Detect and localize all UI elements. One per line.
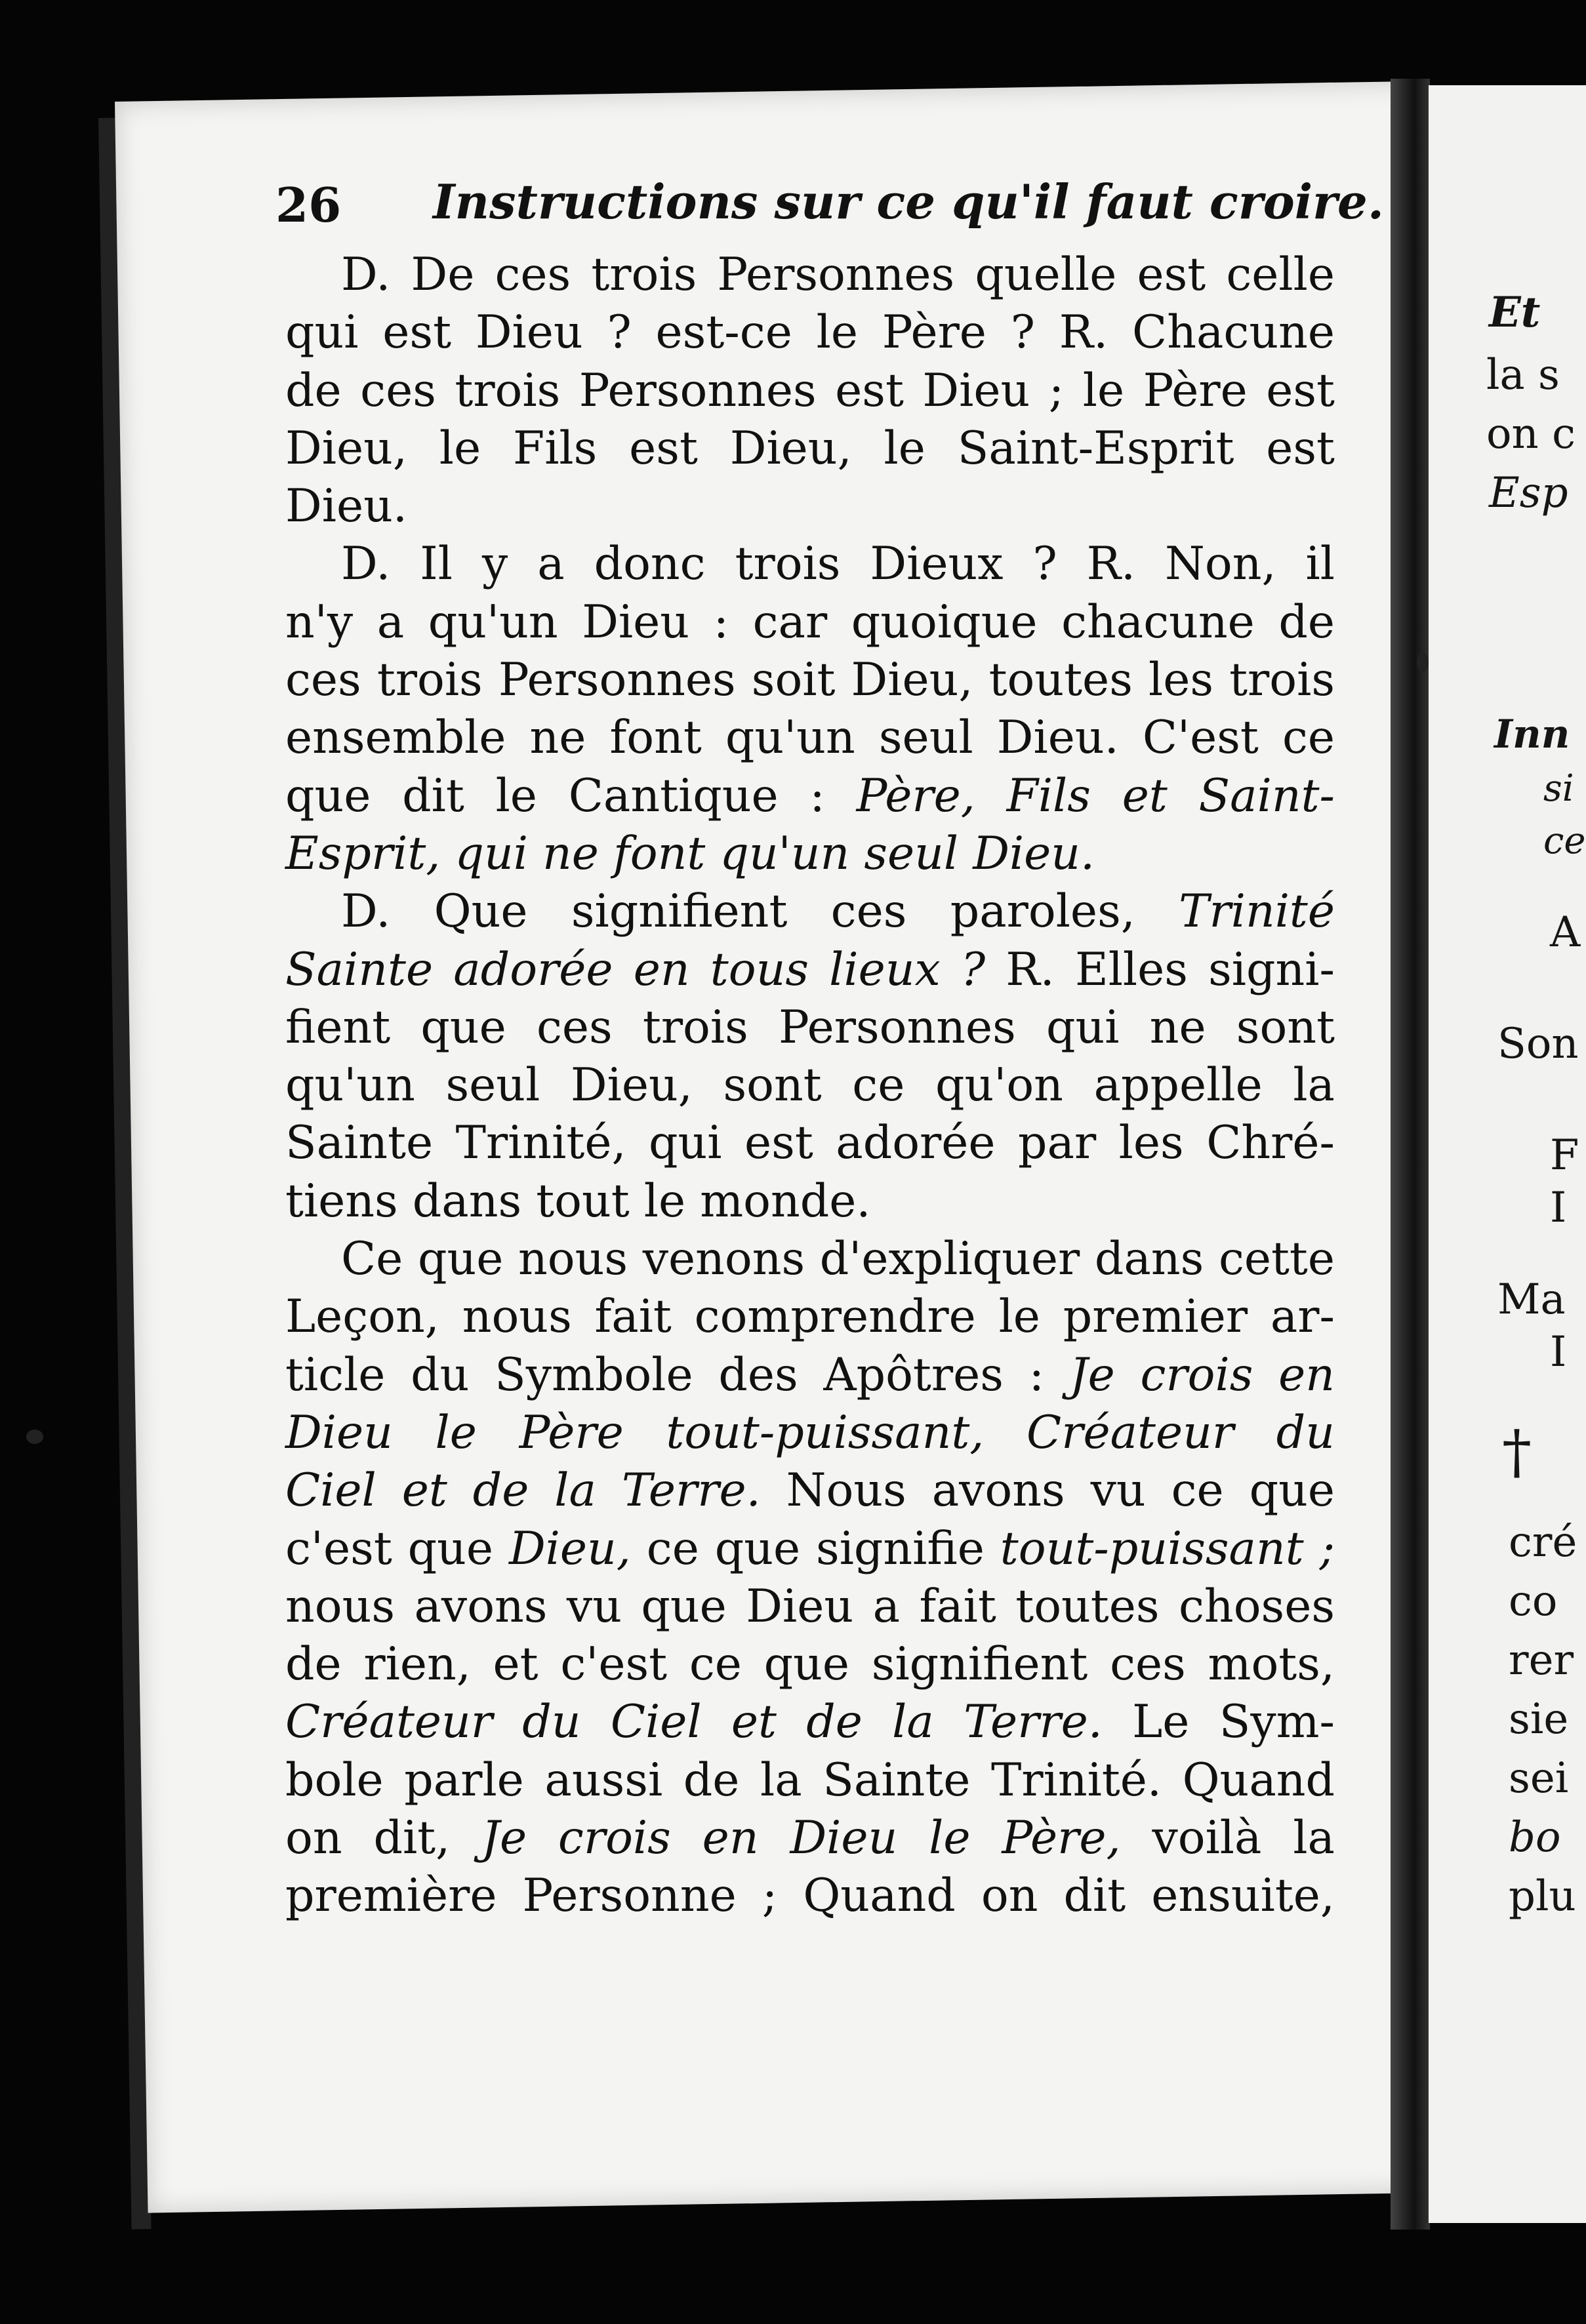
text-line: Sainte adorée en tous lieux ? R. Elles signi- — [285, 942, 1335, 996]
text-line: première Personne ; Quand on dit ensuite, — [285, 1869, 1335, 1923]
text-line: D. De ces trois Personnes quelle est celle — [341, 248, 1335, 301]
body-text — [285, 246, 1335, 1925]
text-line: que dit le Cantique : Père, Fils et Saint- — [285, 769, 1335, 822]
right-fragment: † — [1502, 1418, 1532, 1487]
right-fragment: cré — [1509, 1518, 1577, 1567]
text-line: Dieu le Père tout-puissant, Créateur du — [285, 1405, 1335, 1459]
scan-speck — [26, 1430, 43, 1444]
right-fragment: co — [1509, 1577, 1558, 1626]
page-number: 26 — [275, 177, 342, 233]
text-line: ticle du Symbole des Apôtres : Je crois en — [285, 1348, 1335, 1401]
text-line: Dieu. — [285, 479, 407, 533]
text-line: tiens dans tout le monde. — [285, 1174, 871, 1228]
right-fragment: A — [1550, 908, 1581, 957]
right-fragment: I — [1550, 1184, 1567, 1232]
text-line: qu'un seul Dieu, sont ce qu'on appelle la — [285, 1058, 1335, 1112]
text-line: de rien, et c'est ce que signifient ces mots, — [285, 1637, 1335, 1691]
right-fragment: F — [1550, 1131, 1579, 1180]
text-line: bole parle aussi de la Sainte Trinité. Quand — [285, 1753, 1335, 1807]
right-fragment: plu — [1509, 1872, 1576, 1921]
right-fragment: Et — [1489, 288, 1541, 337]
right-fragment: Inn — [1494, 711, 1570, 757]
text-line: Ce que nous venons d'expliquer dans cette — [341, 1232, 1335, 1286]
right-page-fragment — [1429, 85, 1586, 2223]
text-line: on dit, Je crois en Dieu le Père, voilà la — [285, 1811, 1335, 1865]
running-head-title: Instructions sur ce qu'il faut croire. — [433, 174, 1384, 230]
right-fragment: Esp — [1489, 469, 1568, 517]
right-fragment: Son — [1497, 1020, 1579, 1068]
right-fragment: la s — [1486, 351, 1560, 399]
text-line: qui est Dieu ? est-ce le Père ? R. Chacune — [285, 306, 1335, 359]
text-line: Leçon, nous fait comprendre le premier ar- — [285, 1290, 1335, 1344]
right-fragment: si — [1543, 767, 1574, 810]
text-line: nous avons vu que Dieu a fait toutes choses — [285, 1579, 1335, 1633]
text-line: D. Il y a donc trois Dieux ? R. Non, il — [341, 537, 1335, 591]
text-line: D. Que signifient ces paroles, Trinité — [341, 885, 1335, 938]
text-line: Ciel et de la Terre. Nous avons vu ce que — [285, 1464, 1335, 1517]
text-line: Dieu, le Fils est Dieu, le Saint-Esprit est — [285, 421, 1335, 475]
running-header — [157, 72, 1384, 233]
text-line: c'est que Dieu, ce que signifie tout-puissant ; — [285, 1521, 1335, 1575]
text-line: ces trois Personnes soit Dieu, toutes les trois — [285, 653, 1335, 707]
text-line: Esprit, qui ne font qu'un seul Dieu. — [285, 826, 1095, 880]
right-fragment: sei — [1509, 1754, 1569, 1803]
right-fragment: sie — [1509, 1695, 1569, 1744]
right-fragment: on c — [1486, 410, 1576, 458]
text-line: ensemble ne font qu'un seul Dieu. C'est ce — [285, 711, 1335, 765]
right-fragment: I — [1550, 1328, 1567, 1376]
right-fragment: Ma — [1497, 1275, 1566, 1324]
right-fragment: ce — [1543, 820, 1586, 862]
book-gutter — [1391, 79, 1430, 2230]
right-fragment: rer — [1509, 1636, 1574, 1685]
text-line: Sainte Trinité, qui est adorée par les Chré- — [285, 1116, 1335, 1170]
text-line: n'y a qu'un Dieu : car quoique chacune de — [285, 595, 1335, 649]
scan-speck — [1417, 652, 1429, 672]
text-line: de ces trois Personnes est Dieu ; le Père est — [285, 363, 1335, 417]
right-fragment: bo — [1509, 1813, 1561, 1862]
text-line: fient que ces trois Personnes qui ne sont — [285, 1000, 1335, 1054]
text-line: Créateur du Ciel et de la Terre. Le Sym- — [285, 1695, 1335, 1749]
